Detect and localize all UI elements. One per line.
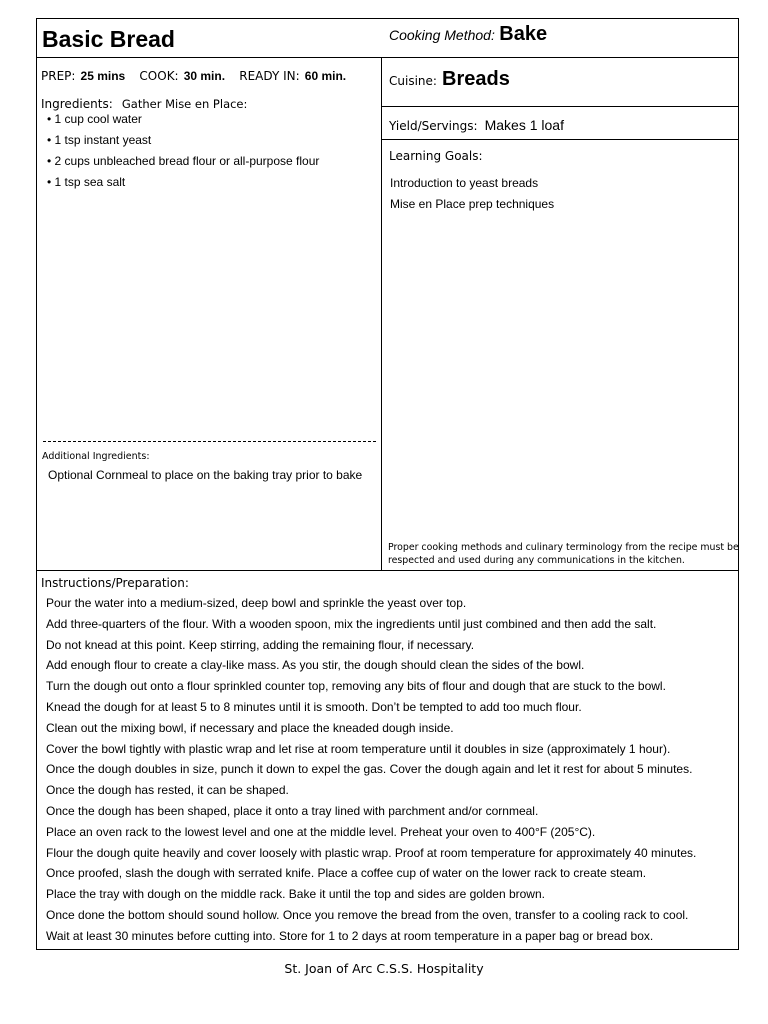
cooking-method-value: Bake bbox=[499, 23, 548, 45]
recipe-title: Basic Bread bbox=[42, 26, 175, 52]
ingredient-item: • 1 tsp sea salt bbox=[47, 175, 126, 189]
instruction-step: Once the dough has rested, it can be shaped. bbox=[46, 783, 289, 798]
cooking-method bbox=[389, 23, 547, 46]
prep-value: 25 mins bbox=[80, 69, 126, 83]
kitchen-note-line1: Proper cooking methods and culinary terminology from the recipe must be bbox=[388, 542, 739, 553]
prep-label: PREP: bbox=[41, 69, 76, 83]
instruction-step: Cover the bowl tightly with plastic wrap and let rise at room temperature until it doubles in size (approximately 1 hour). bbox=[46, 741, 671, 756]
cuisine-label: Cuisine: bbox=[389, 74, 437, 88]
instruction-step: Place the tray with dough on the middle rack. Bake it until the top and sides are golden brown. bbox=[46, 887, 545, 902]
instruction-step: Place an oven rack to the lowest level and one at the middle level. Preheat your oven to 400°F (205°C). bbox=[46, 824, 596, 839]
learning-goal-item: Introduction to yeast breads bbox=[390, 176, 539, 190]
yield-label: Yield/Servings: bbox=[389, 119, 478, 133]
instruction-step: Turn the dough out onto a flour sprinkled counter top, removing any bits of flour and dough that are stuck to the bowl. bbox=[46, 679, 666, 694]
instructions-list bbox=[46, 596, 696, 950]
cuisine bbox=[389, 68, 510, 91]
ingredient-list bbox=[47, 112, 319, 196]
ready-label: READY IN: bbox=[239, 69, 300, 83]
instruction-step: Once the dough has been shaped, place it onto a tray lined with parchment and/or cornmeal. bbox=[46, 803, 539, 818]
dashed-divider bbox=[43, 441, 376, 442]
cook-value: 30 min. bbox=[183, 69, 226, 83]
ingredient-item: • 1 tsp instant yeast bbox=[47, 133, 152, 147]
cooking-method-label: Cooking Method: bbox=[389, 27, 495, 43]
footer-text: St. Joan of Arc C.S.S. Hospitality bbox=[284, 961, 484, 976]
ingredients-label: Ingredients: bbox=[41, 97, 113, 111]
instruction-step: Clean out the mixing bowl, if necessary and place the kneaded dough inside. bbox=[46, 720, 454, 735]
cook-label: COOK: bbox=[139, 69, 179, 83]
instruction-step: Once the dough doubles in size, punch it down to expel the gas. Cover the dough again and let it rest for about 5 minutes. bbox=[46, 762, 693, 777]
ingredient-item: • 2 cups unbleached bread flour or all-purpose flour bbox=[47, 154, 320, 168]
column-divider bbox=[381, 57, 382, 570]
instruction-step: Once done the bottom should sound hollow. Once you remove the bread from the oven, transfer to a cooling rack to cool. bbox=[46, 907, 689, 922]
instruction-step: Do not knead at this point. Keep stirring, adding the remaining flour, if necessary. bbox=[46, 637, 475, 652]
yield-value: Makes 1 loaf bbox=[484, 117, 564, 133]
learning-goals-list bbox=[390, 176, 554, 217]
ingredients-header bbox=[41, 93, 247, 112]
instruction-step: Pour the water into a medium-sized, deep bowl and sprinkle the yeast over top. bbox=[46, 596, 467, 610]
instructions-divider bbox=[36, 570, 739, 571]
instruction-step: Wait at least 30 minutes before cutting into. Store for 1 to 2 days at room temperature in a paper bag or bread box. bbox=[46, 928, 654, 943]
instructions-label: Instructions/Preparation: bbox=[41, 576, 189, 590]
cuisine-value: Breads bbox=[442, 68, 510, 90]
cuisine-divider bbox=[381, 106, 739, 107]
instruction-step: Knead the dough for at least 5 to 8 minutes until it is smooth. Don’t be tempted to add too much flour. bbox=[46, 699, 582, 714]
header-divider bbox=[36, 57, 739, 58]
yield bbox=[389, 115, 564, 134]
ready-value: 60 min. bbox=[304, 69, 347, 83]
kitchen-note-line2: respected and used during any communications in the kitchen. bbox=[388, 555, 685, 566]
instruction-step: Add three-quarters of the flour. With a wooden spoon, mix the ingredients until just combined and then add the salt. bbox=[46, 616, 657, 631]
instruction-step: Add enough flour to create a clay-like mass. As you stir, the dough should clean the sides of the bowl. bbox=[46, 658, 585, 673]
additional-ingredients-text: Optional Cornmeal to place on the baking tray prior to bake bbox=[48, 468, 363, 482]
ingredient-item: • 1 cup cool water bbox=[47, 112, 142, 126]
times-row bbox=[41, 65, 346, 84]
additional-ingredients-label: Additional Ingredients: bbox=[42, 451, 150, 462]
learning-goals-label: Learning Goals: bbox=[389, 149, 483, 163]
instruction-step: Flour the dough quite heavily and cover loosely with plastic wrap. Proof at room temperature for approximately 40 minutes. bbox=[46, 845, 697, 860]
learning-goal-item: Mise en Place prep techniques bbox=[390, 196, 555, 211]
yield-divider bbox=[381, 139, 739, 140]
ingredients-note: Gather Mise en Place: bbox=[121, 97, 248, 111]
instruction-step: Once proofed, slash the dough with serrated knife. Place a coffee cup of water on the lower rack to create steam. bbox=[46, 866, 647, 881]
